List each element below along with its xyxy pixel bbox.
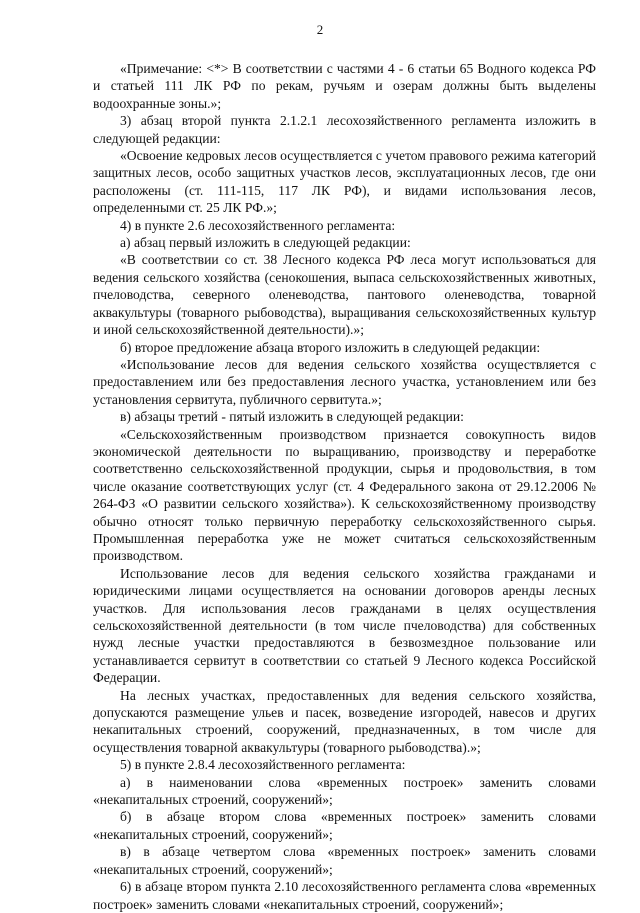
paragraph: в) в абзаце четвертом слова «временных построек» заменить словами «некапитальных строений, сооружений»;: [93, 844, 596, 877]
paragraph: «Примечание: <*> В соответствии с частями 4 - 6 статьи 65 Водного кодекса РФ и статьей 111 ЛК РФ по рекам, ручьям и озерам должны быть выделены водоохранные зоны.»;: [93, 61, 596, 111]
paragraph: Использование лесов для ведения сельского хозяйства гражданами и юридическими лицами осуществляется на основании договоров аренды лесных участков. Для использования лесов гражданами в целях осуществления сельскохозяйственной деятельности (в том числе пчеловодства) для собственных нужд лесные участки предоставляются в безвозмездное пользование или устанавливается сервитут в соответствии со статьей 9 Лесного кодекса Российской Федерации.: [93, 565, 596, 686]
paragraph: 5) в пункте 2.8.4 лесохозяйственного регламента:: [120, 757, 406, 773]
paragraph: б) второе предложение абзаца второго изложить в следующей редакции:: [120, 339, 541, 355]
paragraph: «В соответствии со ст. 38 Лесного кодекса РФ леса могут использоваться для ведения сельского хозяйства (сенокошения, выпаса сельскохозяйственных животных, пчеловодства, северного оленеводства, пантового оленеводства, товарной аквакультуры (товарного рыбоводства), выращивания сельскохозяйственных культур и иной сельскохозяйственной деятельности).»;: [93, 252, 596, 338]
paragraph: 3) абзац второй пункта 2.1.2.1 лесохозяйственного регламента изложить в следующей редакции:: [93, 113, 596, 146]
paragraph: «Освоение кедровых лесов осуществляется с учетом правового режима категорий защитных лесов, особо защитных участков лесов, эксплуатационных лесов, где они расположены (ст. 111-115, 117 ЛК РФ), и видами использования лесов, определенными ст. 25 ЛК РФ.»;: [93, 148, 596, 216]
paragraph: а) в наименовании слова «временных построек» заменить словами «некапитальных строений, сооружений»;: [93, 774, 596, 808]
page-number: 2: [316, 22, 324, 37]
paragraph: 4) в пункте 2.6 лесохозяйственного регламента:: [120, 217, 396, 233]
paragraph: в) абзацы третий - пятый изложить в следующей редакции:: [120, 409, 464, 425]
paragraph: На лесных участках, предоставленных для ведения сельского хозяйства, допускаются размещение ульев и пасек, возведение изгородей, навесов и других некапитальных строений, сооружений, предназначенных, в том числе для осуществления товарной аквакультуры (товарного рыбоводства).»;: [93, 687, 596, 755]
document-body: [93, 60, 596, 913]
paragraph: «Использование лесов для ведения сельского хозяйства осуществляется с предоставлением или без предоставления лесного участка, установлением или без установления сервитута, публичного сервитута.»;: [93, 356, 596, 407]
paragraph: «Сельскохозяйственным производством признается совокупность видов экономической деятельности по выращиванию, производству и переработке соответственно сельскохозяйственной продукции, сырья и продовольствия, в том числе оказание соответствующих услуг (ст. 4 Федерального закона от 29.12.2006 № 264-ФЗ «О развитии сельского хозяйства»). К сельскохозяйственному производству обычно относят только первичную переработку сельскохозяйственного сырья. Промышленная переработка уже не может считаться сельскохозяйственным производством.: [93, 426, 596, 564]
paragraph: а) абзац первый изложить в следующей редакции:: [120, 235, 411, 251]
paragraph: 6) в абзаце втором пункта 2.10 лесохозяйственного регламента слова «временных построек» заменить словами «некапитальных строений, сооружений»;: [93, 879, 596, 912]
paragraph: б) в абзаце втором слова «временных построек» заменить словами «некапитальных строений, сооружений»;: [93, 809, 596, 842]
